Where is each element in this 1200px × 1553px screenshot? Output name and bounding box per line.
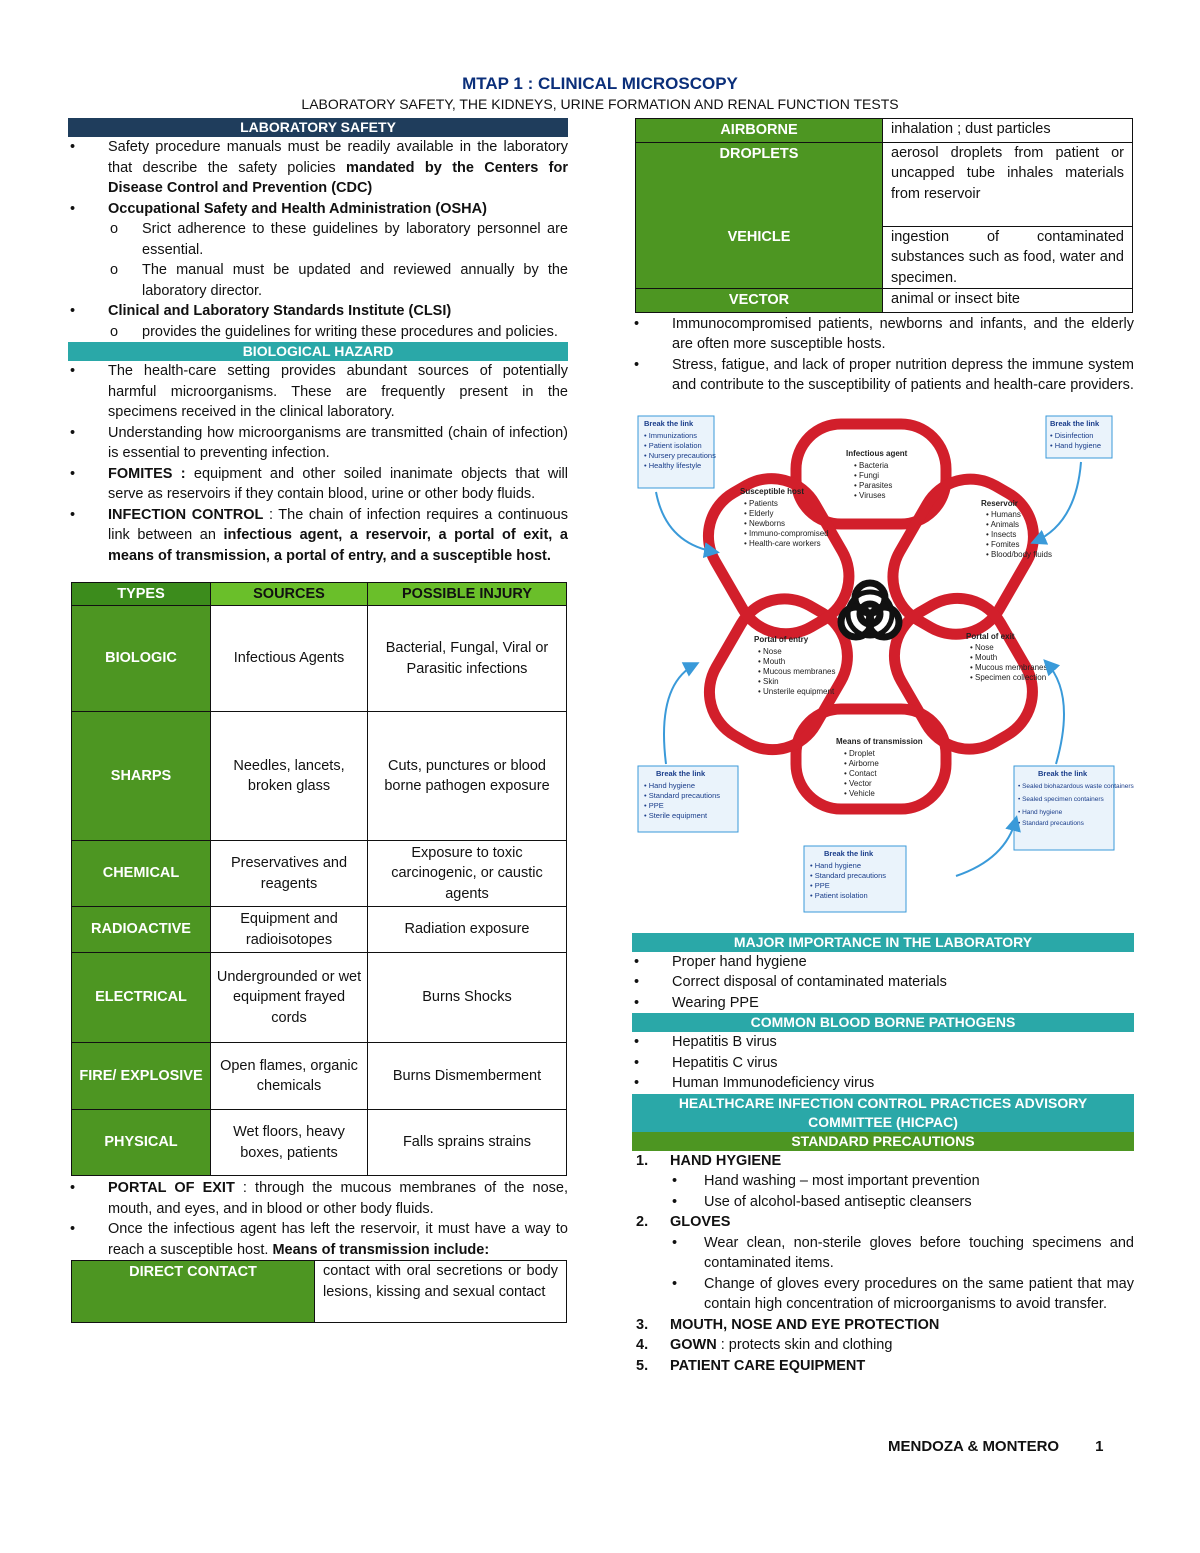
node-item: • Contact	[844, 768, 877, 778]
list-item: • Once the infectious agent has left the reservoir, it must have a way to reach a susceptible host. Means of transmission include:	[68, 1219, 568, 1260]
list-item: • Correct disposal of contaminated materials	[632, 972, 1134, 993]
table-row: BIOLOGIC Infectious Agents Bacterial, Fungal, Viral or Parasitic infections	[72, 606, 567, 712]
list-item: • Immunocompromised patients, newborns and infants, and the elderly are often more susceptible hosts.	[632, 314, 1134, 355]
list-item: • Change of gloves every procedures on the same patient that may contain high concentration of microorganisms to avoid transfer.	[632, 1274, 1134, 1315]
standard-precautions-heading: STANDARD PRECAUTIONS	[632, 1132, 1134, 1151]
list-item: • Hepatitis B virus	[632, 1032, 1134, 1053]
break-link-box	[804, 846, 906, 912]
table-row: DROPLETS aerosol droplets from patient or uncapped tube inhales materials from reservoir	[636, 142, 1133, 226]
table-row: FIRE/ EXPLOSIVE Open flames, organic chemicals Burns Dismemberment	[72, 1043, 567, 1110]
svg-text:• Nursery precautions: • Nursery precautions	[644, 450, 716, 460]
node-item: • Patients	[744, 498, 778, 508]
node-item: • Bacteria	[854, 460, 889, 470]
list-item: • Proper hand hygiene	[632, 952, 1134, 973]
table-row: DIRECT CONTACT contact with oral secretions or body lesions, kissing and sexual contact	[72, 1261, 567, 1323]
node-item: • Airborne	[844, 758, 879, 768]
list-item: • Human Immunodeficiency virus	[632, 1073, 1134, 1094]
node-item: • Vehicle	[844, 788, 875, 798]
list-item: o provides the guidelines for writing these procedures and policies.	[68, 322, 568, 343]
list-item: 5. PATIENT CARE EQUIPMENT	[636, 1357, 866, 1374]
list-item: • Hand washing – most important prevention	[632, 1171, 1134, 1192]
node-item: • Nose	[970, 642, 994, 652]
arrow	[1034, 462, 1081, 542]
arrow	[664, 664, 696, 764]
svg-text:• PPE: • PPE	[644, 800, 664, 810]
svg-text:• Standard precautions: • Standard precautions	[1018, 819, 1084, 827]
table-row: ELECTRICAL Undergrounded or wet equipment frayed cords Burns Shocks	[72, 953, 567, 1043]
break-link-box	[1014, 766, 1134, 850]
node-item: • Parasites	[854, 480, 893, 490]
lab-safety-list	[68, 137, 568, 342]
biological-hazard-heading: BIOLOGICAL HAZARD	[68, 342, 568, 361]
transmission-table	[635, 118, 1133, 313]
svg-text:• Disinfection: • Disinfection	[1050, 430, 1094, 440]
node-item: • Fomites	[986, 539, 1020, 549]
right-column	[632, 118, 1134, 1376]
node-title: Susceptible host	[740, 486, 805, 496]
node-item: • Blood/body fluids	[986, 549, 1052, 559]
node-item: • Specimen collection	[970, 672, 1047, 682]
table-row: RADIOACTIVE Equipment and radioisotopes Radiation exposure	[72, 907, 567, 953]
page-title: MTAP 1 : CLINICAL MICROSCOPY	[462, 74, 738, 93]
page-number: 1	[1095, 1438, 1104, 1455]
list-item: • Understanding how microorganisms are transmitted (chain of infection) is essential to preventing infection.	[68, 423, 568, 464]
svg-text:• Sealed biohazardous waste co: • Sealed biohazardous waste containers	[1018, 782, 1134, 790]
list-item: • Wear clean, non-sterile gloves before touching specimens and contaminated items.	[632, 1233, 1134, 1274]
major-importance-heading: MAJOR IMPORTANCE IN THE LABORATORY	[632, 933, 1134, 952]
svg-text:• Hand hygiene: • Hand hygiene	[810, 860, 861, 870]
list-item: • Safety procedure manuals must be readily available in the laboratory that describe the safety policies mandated by the Centers for Disease Control and Prevention (CDC)	[68, 137, 568, 199]
list-item: • INFECTION CONTROL : The chain of infection requires a continuous link between an infectious agent, a reservoir, a portal of exit, a means of transmission, a portal of entry, and a susceptible host.	[68, 505, 568, 567]
list-item: • The health-care setting provides abundant sources of potentially harmful microorganisms. These are frequently present in the specimens received in the clinical laboratory.	[68, 361, 568, 423]
node-item: • Insects	[986, 529, 1017, 539]
table-row: VEHICLE ingestion of contaminated substances such as food, water and specimen.	[636, 226, 1133, 289]
node-title: Means of transmission	[836, 736, 923, 746]
table-row: VECTOR animal or insect bite	[636, 289, 1133, 313]
table-row: CHEMICAL Preservatives and reagents Exposure to toxic carcinogenic, or caustic agents	[72, 841, 567, 907]
node-item: • Elderly	[744, 508, 774, 518]
list-item: • Occupational Safety and Health Administration (OSHA) o Srict adherence to these guidelines by laboratory personnel are essential. o The manual must be updated and reviewed annually by the laboratory director.	[68, 199, 568, 302]
table-row: SHARPS Needles, lancets, broken glass Cuts, punctures or blood borne pathogen exposure	[72, 712, 567, 841]
lab-safety-heading: LABORATORY SAFETY	[68, 118, 568, 137]
list-item: • Stress, fatigue, and lack of proper nutrition depress the immune system and contribute to the susceptibility of patients and health-care providers.	[632, 355, 1134, 396]
svg-text:• Sterile equipment: • Sterile equipment	[644, 810, 708, 820]
left-column	[68, 118, 568, 1323]
node-item: • Mucous membranes	[970, 662, 1048, 672]
list-item: • Hepatitis C virus	[632, 1053, 1134, 1074]
footer	[888, 1438, 1103, 1455]
list-item: • Clinical and Laboratory Standards Institute (CLSI) o provides the guidelines for writing these procedures and policies.	[68, 301, 568, 342]
pathogens-list	[632, 1032, 1134, 1094]
table-header: POSSIBLE INJURY	[368, 583, 567, 606]
break-link-box	[638, 766, 738, 832]
node-item: • Newborns	[744, 518, 786, 528]
table-row: PHYSICAL Wet floors, heavy boxes, patients Falls sprains strains	[72, 1110, 567, 1176]
node-title: Portal of exit	[966, 631, 1015, 641]
svg-text:• Standard precautions: • Standard precautions	[810, 870, 887, 880]
node-item: • Skin	[758, 676, 779, 686]
svg-text:• Healthy lifestyle: • Healthy lifestyle	[644, 460, 702, 470]
list-item: • Use of alcohol-based antiseptic cleansers	[632, 1192, 1134, 1213]
svg-text:Break the link: Break the link	[1050, 418, 1100, 428]
node-item: • Viruses	[854, 490, 886, 500]
list-item: o Srict adherence to these guidelines by laboratory personnel are essential.	[68, 219, 568, 260]
arrow	[956, 819, 1016, 876]
list-item: 4. GOWN : protects skin and clothing	[636, 1337, 893, 1353]
node-item: • Mouth	[758, 656, 786, 666]
node-item: • Immuno-compromised	[744, 528, 829, 538]
node-item: • Humans	[986, 509, 1021, 519]
hazard-types-table	[71, 582, 567, 1176]
node-title: Reservoir	[981, 498, 1018, 508]
node-title: Portal of entry	[754, 634, 809, 644]
pathogens-heading: COMMON BLOOD BORNE PATHOGENS	[632, 1013, 1134, 1032]
arrow	[1046, 662, 1064, 764]
list-item: • PORTAL OF EXIT : through the mucous membranes of the nose, mouth, and eyes, and in blood or other body fluids.	[68, 1178, 568, 1219]
node-item: • Unsterile equipment	[758, 686, 835, 696]
svg-text:• Hand hygiene: • Hand hygiene	[1050, 440, 1101, 450]
node-item: • Nose	[758, 646, 782, 656]
list-item: o The manual must be updated and reviewed annually by the laboratory director.	[68, 260, 568, 301]
svg-text:• Patient isolation: • Patient isolation	[644, 440, 702, 450]
svg-text:Break the link: Break the link	[1038, 768, 1088, 778]
break-link-box	[638, 416, 716, 488]
svg-text:• Standard precautions: • Standard precautions	[644, 790, 721, 800]
node-item: • Animals	[986, 519, 1020, 529]
svg-text:• Hand hygiene: • Hand hygiene	[644, 780, 695, 790]
list-item: • FOMITES : equipment and other soiled inanimate objects that will serve as reservoirs if they contain blood, urine or other body fluids.	[68, 464, 568, 505]
susceptibility-list	[632, 314, 1134, 396]
break-link-box	[1046, 416, 1112, 458]
node-item: • Droplet	[844, 748, 875, 758]
node-item: • Mouth	[970, 652, 998, 662]
table-row: AIRBORNE inhalation ; dust particles	[636, 119, 1133, 143]
svg-text:Break the link: Break the link	[824, 848, 874, 858]
node-item: • Vector	[844, 778, 872, 788]
table-header: TYPES	[72, 583, 211, 606]
svg-text:• PPE: • PPE	[810, 880, 830, 890]
svg-text:Break the link: Break the link	[644, 418, 694, 428]
list-item: 3. MOUTH, NOSE AND EYE PROTECTION	[636, 1316, 940, 1333]
node-item: • Health-care workers	[744, 538, 821, 548]
svg-text:• Hand hygiene: • Hand hygiene	[1018, 808, 1063, 816]
list-item: • Wearing PPE	[632, 993, 1134, 1014]
node-item: • Fungi	[854, 470, 880, 480]
node-item: • Mucous membranes	[758, 666, 836, 676]
major-importance-list	[632, 952, 1134, 1014]
precautions-list	[632, 1151, 1134, 1377]
table-header: SOURCES	[211, 583, 368, 606]
list-item: 2. GLOVES • Wear clean, non-sterile gloves before touching specimens and contaminated items. • Change of gloves every procedures on the same patient that may contain high concentration of microorganisms to avoid transfer.	[632, 1212, 1134, 1315]
chain-of-infection-diagram	[636, 414, 1134, 919]
svg-text:• Sealed specimen containers: • Sealed specimen containers	[1018, 795, 1104, 803]
svg-text:Break the link: Break the link	[656, 768, 706, 778]
svg-text:• Immunizations: • Immunizations	[644, 430, 698, 440]
list-item: 1. HAND HYGIENE • Hand washing – most important prevention • Use of alcohol-based antiseptic cleansers	[632, 1151, 1134, 1213]
node-title: Infectious agent	[846, 448, 908, 458]
hicpac-heading: HEALTHCARE INFECTION CONTROL PRACTICES ADVISORY COMMITTEE (HICPAC)	[632, 1094, 1134, 1132]
page-subtitle: LABORATORY SAFETY, THE KIDNEYS, URINE FORMATION AND RENAL FUNCTION TESTS	[301, 96, 899, 112]
portal-list	[68, 1178, 568, 1260]
direct-contact-table	[71, 1260, 567, 1323]
footer-authors: MENDOZA & MONTERO	[888, 1438, 1060, 1455]
svg-text:• Patient isolation: • Patient isolation	[810, 890, 868, 900]
bio-hazard-list	[68, 361, 568, 566]
